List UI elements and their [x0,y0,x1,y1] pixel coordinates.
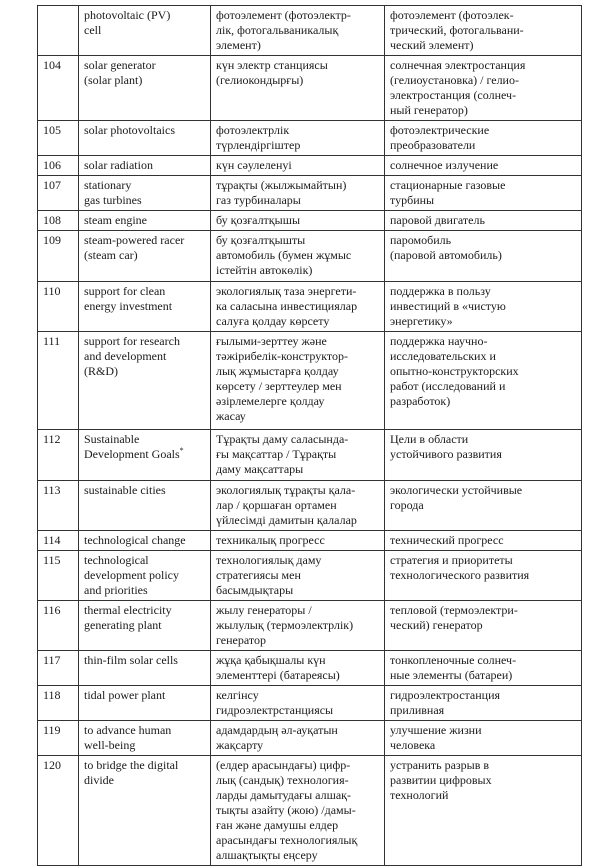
russian-term-text: гидроэлектростанция приливная [390,688,501,717]
kazakh-term-text: күн электр станциясы (гелиокондырғы) [216,58,328,87]
kazakh-term [211,430,385,481]
english-term-text: to advance human well-being [84,723,172,752]
russian-term-text: поддержка в пользу инвестиций в «чистую энергетику» [390,284,506,328]
kazakh-term [211,56,385,121]
table-row [38,231,582,282]
english-term [79,121,211,156]
kazakh-term-text: Тұрақты даму саласында- ғы мақсаттар / Тұрақты даму мақсаттары [216,432,349,476]
english-term [79,282,211,332]
term-number [38,6,79,56]
term-number-text: 116 [43,603,61,617]
term-number-text: 119 [43,723,61,737]
russian-term [385,176,582,211]
kazakh-term-text: адамдардың әл-ауқатын жақсарту [216,723,338,752]
english-term [79,531,211,551]
english-term [79,211,211,231]
term-number-text: 105 [43,123,61,137]
english-term-text: solar radiation [84,158,153,172]
term-number [38,121,79,156]
russian-term [385,686,582,721]
kazakh-term-text: фотоэлемент (фотоэлектр- лік, фотогальваникалық элемент) [216,8,351,52]
table-row [38,686,582,721]
kazakh-term [211,282,385,332]
table-row [38,531,582,551]
russian-term [385,121,582,156]
english-term-text: steam-powered racer (steam car) [84,233,185,262]
term-number [38,156,79,176]
term-number [38,651,79,686]
table-row [38,601,582,651]
kazakh-term-text: экологиялық тұрақты қала- лар / қоршаған ортамен үйлесімді дамитын қалалар [216,483,357,527]
english-term [79,686,211,721]
term-number-text: 109 [43,233,61,247]
russian-term-text: фотоэлектрические преобразователи [390,123,490,152]
russian-term [385,551,582,601]
table-row [38,121,582,156]
glossary-body [38,6,582,866]
english-term [79,156,211,176]
russian-term [385,56,582,121]
english-term-text: technological change [84,533,186,547]
english-term [79,551,211,601]
russian-term [385,601,582,651]
kazakh-term-text: ғылыми-зерттеу және тәжірибелік-конструктор- лық жұмыстарға қолдау көрсету / зерттеулер мен әзірлемелерге қолдау жасау [216,334,348,423]
table-row [38,332,582,430]
russian-term [385,231,582,282]
kazakh-term-text: келгінсу гидроэлектрстанциясы [216,688,334,717]
kazakh-term-text: жылу генераторы / жылулық (термоэлектрлік) генератор [216,603,354,647]
term-number [38,721,79,756]
english-term-text: stationary gas turbines [84,178,142,207]
kazakh-term [211,651,385,686]
english-term [79,721,211,756]
russian-term-text: солнечная электростанция (гелиоустановка) / гелио- электростанция (солнеч- ный генератор) [390,58,526,117]
kazakh-term-text: техникалық прогресс [216,533,325,547]
term-number-text: 115 [43,553,61,567]
english-term-text: support for research and development (R&D) [84,334,180,378]
table-row [38,211,582,231]
kazakh-term [211,121,385,156]
term-number [38,56,79,121]
kazakh-term-text: жұқа қабықшалы күн элементтері (батареясы) [216,653,340,682]
footnote-marker: * [179,446,184,455]
kazakh-term [211,756,385,866]
term-number-text: 104 [43,58,61,72]
kazakh-term [211,211,385,231]
english-term [79,481,211,531]
english-term-text: solar photovoltaics [84,123,175,137]
term-number [38,531,79,551]
english-term-text: thin-film solar cells [84,653,178,667]
russian-term-text: тепловой (термоэлектри- ческий) генератор [390,603,518,632]
term-number [38,756,79,866]
english-term [79,231,211,282]
term-number [38,176,79,211]
term-number-text: 106 [43,158,61,172]
russian-term [385,756,582,866]
glossary-table [37,5,582,866]
kazakh-term [211,176,385,211]
kazakh-term-text: технологиялық даму стратегиясы мен басымдықтары [216,553,322,597]
english-term [79,756,211,866]
term-number [38,601,79,651]
kazakh-term-text: бу қозғалтқышы [216,213,300,227]
russian-term-text: паромобиль (паровой автомобиль) [390,233,502,262]
english-term-text: tidal power plant [84,688,166,702]
kazakh-term [211,531,385,551]
kazakh-term-text: күн сәулеленуі [216,158,292,172]
russian-term [385,156,582,176]
table-row [38,176,582,211]
term-number [38,481,79,531]
english-term [79,651,211,686]
kazakh-term [211,601,385,651]
kazakh-term-text: фотоэлектрлік түрлендіргіштер [216,123,301,152]
russian-term [385,531,582,551]
table-row [38,430,582,481]
russian-term-text: устранить разрыв в развитии цифровых технологий [390,758,492,802]
russian-term-text: стационарные газовые турбины [390,178,506,207]
term-number-text: 107 [43,178,61,192]
kazakh-term [211,551,385,601]
table-row [38,651,582,686]
russian-term-text: паровой двигатель [390,213,485,227]
term-number [38,332,79,430]
english-term [79,6,211,56]
kazakh-term-text: бу қозғалтқышты автомобиль (бумен жұмыс істейтін автокөлік) [216,233,352,277]
russian-term [385,721,582,756]
kazakh-term [211,332,385,430]
english-term-text: thermal electricity generating plant [84,603,172,632]
term-number-text: 108 [43,213,61,227]
term-number-text: 114 [43,533,61,547]
kazakh-term-text: экологиялық таза энергети- ка саласына инвестициялар салуға қолдау көрсету [216,284,358,328]
term-number-text: 111 [43,334,61,348]
table-row [38,756,582,866]
term-number-text: 110 [43,284,61,298]
table-row [38,481,582,531]
russian-term [385,651,582,686]
english-term [79,430,211,481]
kazakh-term [211,481,385,531]
kazakh-term-text: (елдер арасындағы) цифр- лық (сандық) технология- ларды дамытудағы алшақ- тықты азайту (жою) /дамы- ған және дамушы елдер арасындағы технологиялық алшақтықты еңсеру [216,758,358,862]
russian-term-text: Цели в области устойчивого развития [390,432,502,461]
russian-term-text: тонкопленочные солнеч- ные элементы (батареи) [390,653,517,682]
russian-term [385,481,582,531]
term-number-text: 112 [43,432,61,446]
english-term [79,332,211,430]
kazakh-term [211,6,385,56]
russian-term-text: фотоэлемент (фотоэлек- трический, фотогальвани- ческий элемент) [390,8,524,52]
table-row [38,156,582,176]
russian-term-text: стратегия и приоритеты технологического развития [390,553,530,582]
table-row [38,282,582,332]
russian-term-text: экологически устойчивые города [390,483,523,512]
english-term-text: solar generator (solar plant) [84,58,156,87]
term-number [38,282,79,332]
russian-term [385,6,582,56]
table-row [38,6,582,56]
term-number [38,211,79,231]
table-row [38,721,582,756]
english-term-text: technological development policy and priorities [84,553,179,597]
term-number [38,551,79,601]
english-term [79,56,211,121]
russian-term [385,211,582,231]
term-number-text: 113 [43,483,61,497]
term-number-text: 120 [43,758,61,772]
russian-term-text: технический прогресс [390,533,504,547]
english-term [79,176,211,211]
russian-term-text: улучшение жизни человека [390,723,482,752]
english-term-text: sustainable cities [84,483,166,497]
kazakh-term-text: тұрақты (жылжымайтын) газ турбиналары [216,178,347,207]
term-number-text: 118 [43,688,61,702]
table-row [38,56,582,121]
english-term-text: photovoltaic (PV) cell [84,8,171,37]
english-term-text: Sustainable Development Goals [84,432,180,461]
russian-term [385,282,582,332]
english-term-text: support for clean energy investment [84,284,173,313]
term-number [38,686,79,721]
table-row [38,551,582,601]
kazakh-term [211,156,385,176]
russian-term [385,332,582,430]
kazakh-term [211,721,385,756]
term-number [38,430,79,481]
kazakh-term [211,231,385,282]
russian-term-text: поддержка научно- исследовательских и опытно-конструкторских работ (исследований и разработок) [390,334,519,408]
term-number [38,231,79,282]
term-number-text: 117 [43,653,61,667]
kazakh-term [211,686,385,721]
russian-term-text: солнечное излучение [390,158,499,172]
english-term [79,601,211,651]
english-term-text: to bridge the digital divide [84,758,179,787]
english-term-text: steam engine [84,213,147,227]
russian-term [385,430,582,481]
